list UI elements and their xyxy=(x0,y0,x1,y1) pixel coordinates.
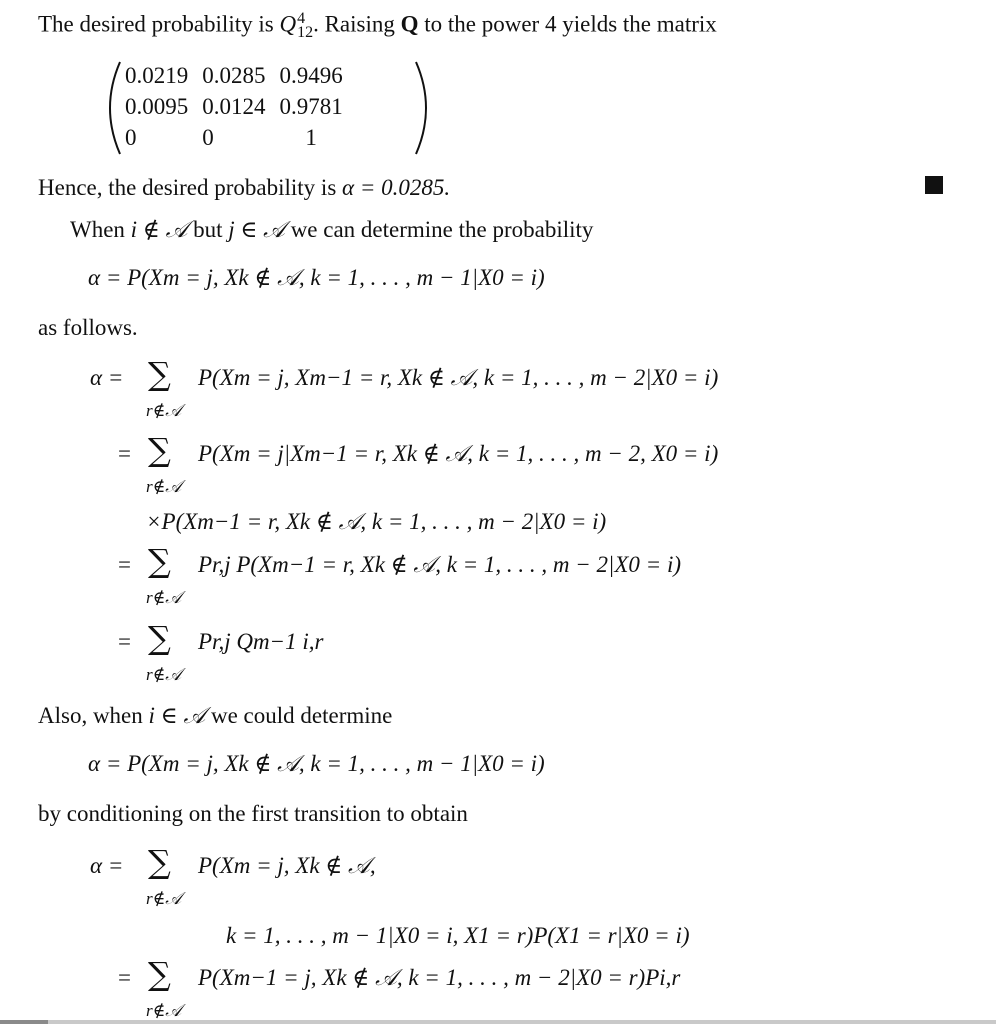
final-line-2: k = 1, . . . , m − 1|X0 = i, X1 = r)P(X1 = r|X0 = i) xyxy=(226,923,690,948)
deriv-line-3: ×P(Xm−1 = r, Xk ∉ 𝒜, k = 1, . . . , m − 2|X0 = i) xyxy=(146,509,607,534)
eq-sign: = xyxy=(118,629,131,654)
conditioning-line: by conditioning on the first transition to obtain xyxy=(38,801,468,826)
hence-line: Hence, the desired probability is α = 0.0285. xyxy=(38,175,451,200)
matrix-q4 xyxy=(98,58,438,158)
sum-subscript: r∉𝒜 xyxy=(146,665,182,684)
page-bottom-segment xyxy=(0,1020,48,1024)
when-line: When i ∉ 𝒜 but j ∈ 𝒜 we can determine the probability xyxy=(70,217,594,242)
sum-subscript: r∉𝒜 xyxy=(146,588,182,607)
sum-subscript: r∉𝒜 xyxy=(146,889,182,908)
matrix-cell: 0 xyxy=(202,125,214,150)
matrix-cell: 0.9496 xyxy=(279,63,343,88)
sum-icon: ∑ xyxy=(148,431,171,469)
final-line-3: P(Xm−1 = j, Xk ∉ 𝒜, k = 1, . . . , m − 2|X0 = r)Pi,r xyxy=(198,965,681,990)
matrix-row xyxy=(118,60,350,91)
matrix-cell: 0.9781 xyxy=(279,94,343,119)
matrix-cell: 0.0285 xyxy=(202,63,266,88)
as-follows: as follows. xyxy=(38,315,138,340)
matrix-table xyxy=(118,60,350,153)
equation-alpha-2: α = P(Xm = j, Xk ∉ 𝒜, k = 1, . . . , m − 1|X0 = i) xyxy=(88,751,545,776)
intro-line: The desired probability is Q 4 12 . Raising Q to the power 4 yields the matrix xyxy=(38,10,717,42)
eq-sign: = xyxy=(118,441,131,466)
deriv-line-2: P(Xm = j|Xm−1 = r, Xk ∉ 𝒜, k = 1, . . . , m − 2, X0 = i) xyxy=(198,441,719,466)
sum-icon: ∑ xyxy=(148,619,171,657)
alpha-eq-sign: α = xyxy=(90,365,124,390)
sum-icon: ∑ xyxy=(148,355,171,393)
sum-icon: ∑ xyxy=(148,843,171,881)
qed-square-icon xyxy=(925,176,943,194)
sum-subscript: r∉𝒜 xyxy=(146,1001,182,1020)
page-bottom-rule xyxy=(0,1020,996,1024)
also-line: Also, when i ∈ 𝒜 we could determine xyxy=(38,703,393,728)
alpha-eq-sign: α = xyxy=(90,853,124,878)
sum-icon: ∑ xyxy=(148,955,171,993)
sum-subscript: r∉𝒜 xyxy=(146,477,182,496)
matrix-row xyxy=(118,91,350,122)
equation-alpha-1: α = P(Xm = j, Xk ∉ 𝒜, k = 1, . . . , m − 1|X0 = i) xyxy=(88,265,545,290)
eq-sign: = xyxy=(118,552,131,577)
final-line-1: P(Xm = j, Xk ∉ 𝒜, xyxy=(198,853,376,878)
q-symbol: Q xyxy=(279,11,297,37)
matrix-cell: 1 xyxy=(305,125,317,150)
matrix-cell: 0 xyxy=(125,125,137,150)
eq-sign: = xyxy=(118,965,131,990)
deriv-line-4: Pr,j P(Xm−1 = r, Xk ∉ 𝒜, k = 1, . . . , m − 2|X0 = i) xyxy=(198,552,681,577)
deriv-line-5: Pr,j Qm−1 i,r xyxy=(198,629,324,654)
matrix-row xyxy=(118,122,350,153)
matrix-cell: 0.0124 xyxy=(202,94,266,119)
matrix-cell: 0.0095 xyxy=(125,94,189,119)
sum-subscript: r∉𝒜 xyxy=(146,401,182,420)
matrix-cell: 0.0219 xyxy=(125,63,189,88)
deriv-line-1: P(Xm = j, Xm−1 = r, Xk ∉ 𝒜, k = 1, . . . , m − 2|X0 = i) xyxy=(198,365,719,390)
sum-icon: ∑ xyxy=(148,542,171,580)
